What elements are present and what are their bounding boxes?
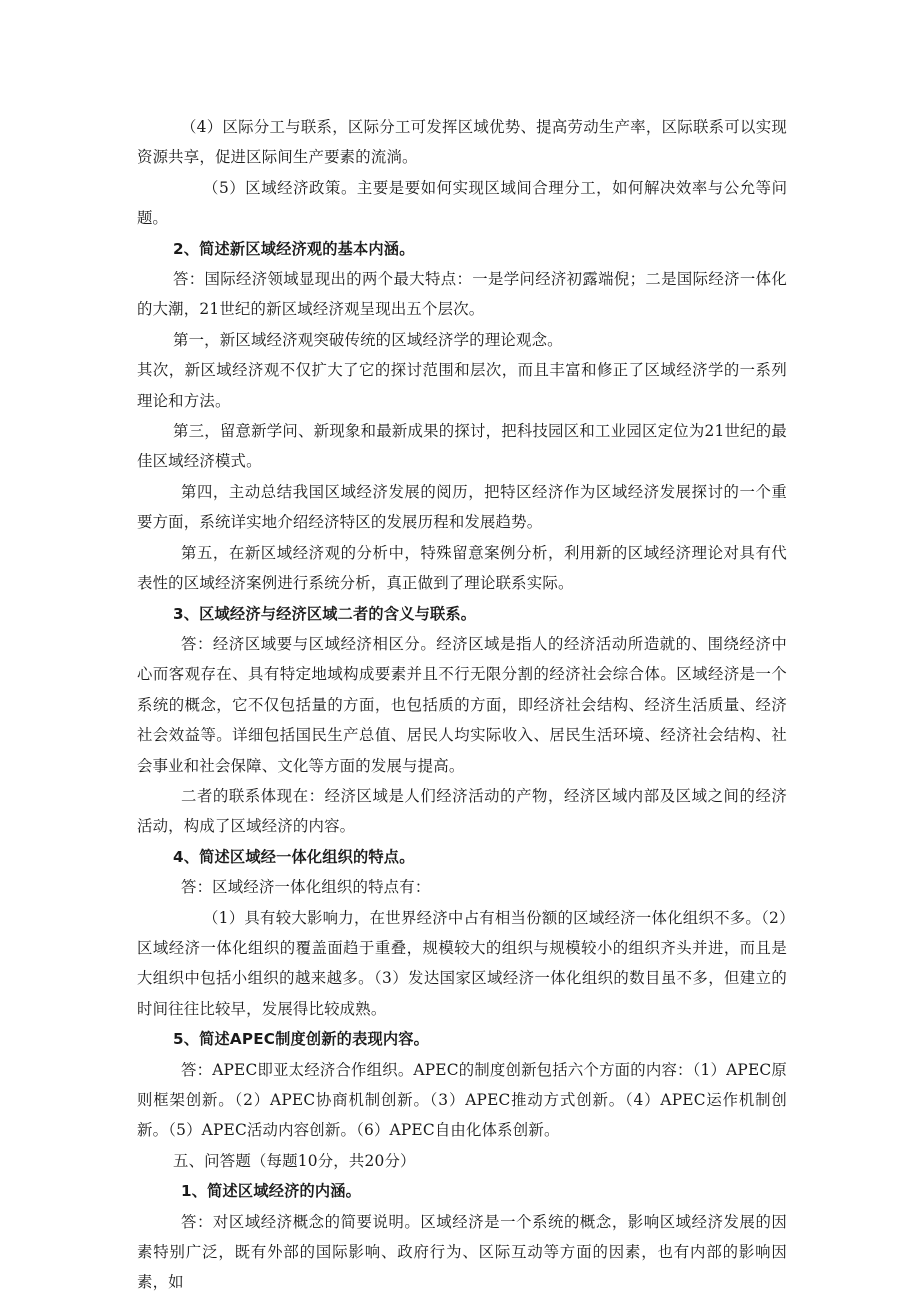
question-2-point-2: 其次，新区域经济观不仅扩大了它的探讨范围和层次，而且丰富和修正了区域经济学的一系列理论和方法。 [137,361,787,410]
question-4-title: 4、简述区域经一体化组织的特点。 [173,847,415,866]
question-3-title: 3、区域经济与经济区域二者的含义与联系。 [173,604,477,623]
question-4-answer: 答：区域经济一体化组织的特点有： [181,878,431,897]
section-5-question-1-title: 1、简述区域经济的内涵。 [181,1182,362,1201]
question-2-point-4: 第四，主动总结我国区域经济发展的阅历，把特区经济作为区域经济发展探讨的一个重要方面，系统详实地介绍经济特区的发展历程和发展趋势。 [137,482,787,532]
question-4-details: （1）具有较大影响力，在世界经济中占有相当份额的区域经济一体化组织不多。（2）区域经济一体化组织的覆盖面趋于重叠，规模较大的组织与规模较小的组织齐头并进，而且是大组织中包括小组织的越来越多。（3）发达国家区域经济一体化组织的数目虽不多，但建立的时间往往比较早，发展得比较成熟。 [137,908,787,1018]
question-2-point-5: 第五，在新区域经济观的分析中，特殊留意案例分析，利用新的区域经济理论对具有代表性的区域经济案例进行系统分析，真正做到了理论联系实际。 [137,543,787,593]
document-page [137,112,787,1298]
question-2-point-1: 第一，新区域经济观突破传统的区域经济学的理论观念。 [173,330,563,349]
question-2-point-3: 第三，留意新学问、新现象和最新成果的探讨，把科技园区和工业园区定位为21世纪的最佳区域经济模式。 [137,422,787,471]
section-5-question-1-answer: 答：对区域经济概念的简要说明。区域经济是一个系统的概念，影响区域经济发展的因素特别广泛，既有外部的国际影响、政府行为、区际互动等方面的因素，也有内部的影响因素，如 [137,1212,787,1292]
question-2-answer: 答：国际经济领域显现出的两个最大特点：一是学问经济初露端倪；二是国际经济一体化的大潮，21世纪的新区域经济观呈现出五个层次。 [137,270,787,319]
question-5-answer: 答：APEC即亚太经济合作组织。APEC的制度创新包括六个方面的内容：（1）APEC原则框架创新。（2）APEC协商机制创新。（3）APEC推动方式创新。（4）APEC运作机制创新。（5）APEC活动内容创新。（6）APEC自由化体系创新。 [137,1060,787,1140]
question-2-title: 2、简述新区域经济观的基本内涵。 [173,239,415,258]
section-5-heading: 五、问答题（每题10分，共20分） [173,1151,416,1170]
question-3-answer: 答：经济区域要与区域经济相区分。经济区域是指人的经济活动所造就的、围绕经济中心而客观存在、具有特定地域构成要素并且不行无限分割的经济社会综合体。区域经济是一个系统的概念，它不仅包括量的方面，也包括质的方面，即经济社会结构、经济生活质量、经济社会效益等。详细包括国民生产总值、居民人均实际收入、居民生活环境、经济社会结构、社会事业和社会保障、文化等方面的发展与提高。 [137,634,787,775]
question-3-relation: 二者的联系体现在：经济区域是人们经济活动的产物，经济区域内部及区域之间的经济活动，构成了区域经济的内容。 [137,786,787,836]
item-5-paragraph: （5）区域经济政策。主要是要如何实现区域间合理分工，如何解决效率与公允等问题。 [137,178,787,228]
item-4-paragraph: （4）区际分工与联系，区际分工可发挥区域优势、提高劳动生产率，区际联系可以实现资源共享，促进区际间生产要素的流淌。 [137,118,787,167]
question-5-title: 5、简述APEC制度创新的表现内容。 [173,1030,430,1049]
